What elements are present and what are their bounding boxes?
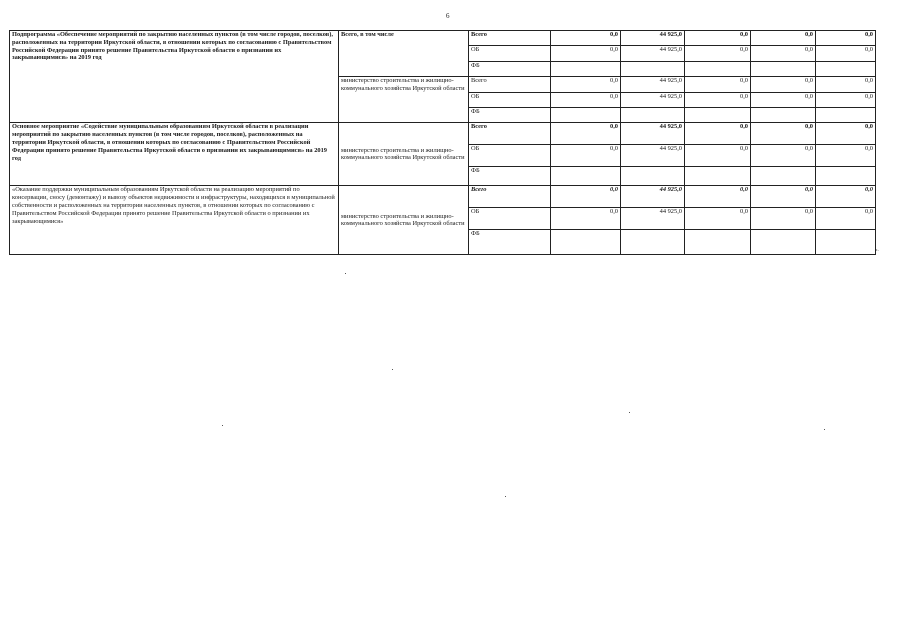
value-cell bbox=[551, 167, 621, 186]
value-cell: 44 925,0 bbox=[621, 186, 685, 208]
value-cell: 0,0 bbox=[551, 31, 621, 46]
value-cell: 0,0 bbox=[551, 208, 621, 230]
value-cell: 44 925,0 bbox=[621, 46, 685, 61]
funding-source: ФБ bbox=[469, 107, 551, 122]
scan-speck bbox=[392, 369, 393, 370]
funding-source: ОБ bbox=[469, 92, 551, 107]
value-cell bbox=[685, 107, 751, 122]
funding-source: ОБ bbox=[469, 145, 551, 167]
value-cell: 0,0 bbox=[751, 208, 816, 230]
executor-cell: Всего, в том числе bbox=[339, 31, 469, 77]
value-cell bbox=[621, 230, 685, 255]
value-cell: 0,0 bbox=[551, 46, 621, 61]
value-cell bbox=[751, 167, 816, 186]
executor-cell: министерство строительства и жилищно-коммунального хозяйства Иркутской области bbox=[339, 123, 469, 186]
value-cell: 0,0 bbox=[816, 92, 876, 107]
scan-speck bbox=[505, 496, 506, 497]
funding-source: ОБ bbox=[469, 46, 551, 61]
value-cell bbox=[816, 107, 876, 122]
main-activity-description: Основное мероприятие «Содействие муниципальным образованиям Иркутской области в реализации мероприятий по закрытию населенных пунктов (в том числе городов, поселков), расположенных на территории Иркутской области, в отношении которых по согласованию с Правительством Российской Федерации принято решение Правительства Иркутской области о признании их закрывающимися» на 2019 год bbox=[10, 123, 339, 186]
value-cell: 0,0 bbox=[816, 123, 876, 145]
funding-source: Всего bbox=[469, 123, 551, 145]
value-cell: 0,0 bbox=[751, 145, 816, 167]
executor-cell: министерство строительства и жилищно-коммунального хозяйства Иркутской области bbox=[339, 186, 469, 255]
value-cell: 0,0 bbox=[685, 92, 751, 107]
value-cell bbox=[551, 107, 621, 122]
support-activity-description: «Оказание поддержки муниципальным образованиям Иркутской области на реализацию мероприятий по консервации, сносу (демонтажу) и вывозу объектов недвижимости и инфраструктуры, находящихся в муниципальной собственности и расположенных на территории населенных пунктов, в отношении которых по согласованию с Правительством Российской Федерации принято решение Правительства Иркутской области о признании их закрывающимися» bbox=[10, 186, 339, 255]
value-cell: 0,0 bbox=[685, 186, 751, 208]
value-cell: 44 925,0 bbox=[621, 208, 685, 230]
value-cell bbox=[816, 230, 876, 255]
value-cell: 0,0 bbox=[551, 92, 621, 107]
funding-source: ФБ bbox=[469, 167, 551, 186]
page-number: 6 bbox=[446, 12, 450, 20]
value-cell bbox=[685, 167, 751, 186]
funding-source: ФБ bbox=[469, 230, 551, 255]
scan-speck bbox=[345, 273, 346, 274]
value-cell: 44 925,0 bbox=[621, 123, 685, 145]
value-cell: 0,0 bbox=[551, 145, 621, 167]
value-cell bbox=[751, 61, 816, 76]
table-row bbox=[10, 186, 876, 208]
value-cell: 0,0 bbox=[551, 186, 621, 208]
value-cell: 0,0 bbox=[751, 123, 816, 145]
value-cell: 0,0 bbox=[816, 46, 876, 61]
value-cell: 0,0 bbox=[685, 123, 751, 145]
value-cell bbox=[551, 230, 621, 255]
value-cell: 0,0 bbox=[685, 46, 751, 61]
value-cell: 0,0 bbox=[816, 208, 876, 230]
value-cell bbox=[751, 107, 816, 122]
value-cell bbox=[621, 167, 685, 186]
table-row bbox=[10, 123, 876, 145]
value-cell: 0,0 bbox=[751, 186, 816, 208]
value-cell: 0,0 bbox=[751, 31, 816, 46]
executor-cell: министерство строительства и жилищно-коммунального хозяйства Иркутской области bbox=[339, 77, 469, 123]
value-cell: 44 925,0 bbox=[621, 31, 685, 46]
funding-source: ОБ bbox=[469, 208, 551, 230]
value-cell: 0,0 bbox=[816, 31, 876, 46]
value-cell bbox=[816, 167, 876, 186]
closing-quote-mark: ». bbox=[875, 248, 879, 253]
value-cell: 0,0 bbox=[685, 145, 751, 167]
funding-source: ФБ bbox=[469, 61, 551, 76]
value-cell bbox=[621, 61, 685, 76]
value-cell bbox=[551, 61, 621, 76]
funding-source: Всего bbox=[469, 77, 551, 92]
value-cell: 0,0 bbox=[685, 208, 751, 230]
budget-table bbox=[9, 30, 876, 255]
scan-speck bbox=[824, 429, 825, 430]
value-cell: 0,0 bbox=[685, 77, 751, 92]
value-cell bbox=[816, 61, 876, 76]
value-cell bbox=[751, 230, 816, 255]
scan-speck bbox=[629, 412, 630, 413]
value-cell: 0,0 bbox=[751, 46, 816, 61]
value-cell: 0,0 bbox=[751, 77, 816, 92]
scan-speck bbox=[222, 425, 223, 426]
table-row bbox=[10, 31, 876, 46]
funding-source: Всего bbox=[469, 31, 551, 46]
value-cell bbox=[685, 230, 751, 255]
value-cell: 0,0 bbox=[816, 145, 876, 167]
value-cell bbox=[621, 107, 685, 122]
subprogram-description: Подпрограмма «Обеспечение мероприятий по закрытию населенных пунктов (в том числе городов, поселков), расположенных на территории Иркутской области, в отношении которых по согласованию с Правительством Российской Федерации принято решение Правительства Иркутской области о признании их закрывающимися» на 2019 год bbox=[10, 31, 339, 123]
value-cell: 0,0 bbox=[685, 31, 751, 46]
value-cell: 0,0 bbox=[816, 77, 876, 92]
value-cell: 44 925,0 bbox=[621, 145, 685, 167]
value-cell: 44 925,0 bbox=[621, 92, 685, 107]
value-cell: 0,0 bbox=[551, 77, 621, 92]
value-cell: 0,0 bbox=[751, 92, 816, 107]
value-cell: 44 925,0 bbox=[621, 77, 685, 92]
value-cell: 0,0 bbox=[816, 186, 876, 208]
value-cell: 0,0 bbox=[551, 123, 621, 145]
value-cell bbox=[685, 61, 751, 76]
funding-source: Всего bbox=[469, 186, 551, 208]
